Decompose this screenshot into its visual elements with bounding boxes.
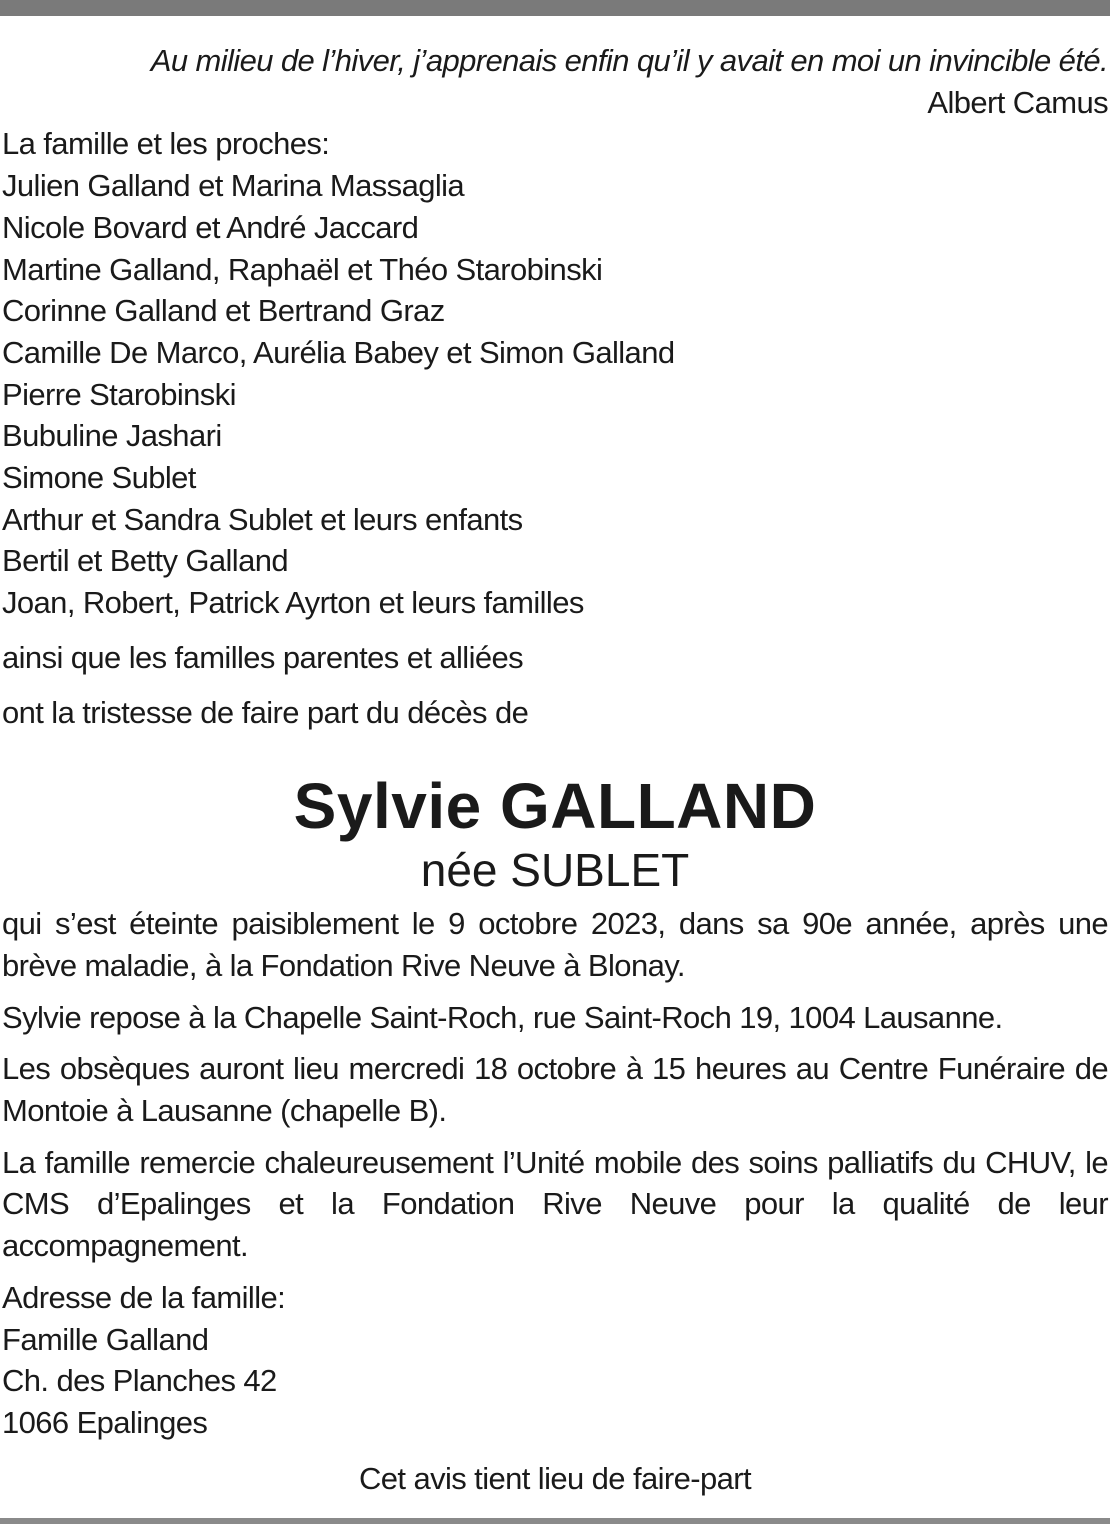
address-heading: Adresse de la famille: [2,1279,286,1315]
obituary-notice [2,40,1108,1499]
family-member: Corinne Galland et Bertrand Graz [2,293,445,329]
address-line: Ch. des Planches 42 [2,1363,277,1399]
top-rule [0,0,1110,16]
address-line: Famille Galland [2,1321,209,1357]
relatives-line: ainsi que les familles parentes et alliées [2,639,524,675]
epigraph-quote: Au milieu de l’hiver, j’apprenais enfin qu’il y avait en moi un invincible été. [150,43,1108,78]
family-heading: La famille et les proches: [2,126,330,162]
family-member: Pierre Starobinski [2,376,236,412]
address-line: 1066 Epalinges [2,1404,208,1440]
family-member: Bubuline Jashari [2,418,222,454]
family-list [2,123,1108,623]
death-details: qui s’est éteinte paisiblement le 9 octobre 2023, dans sa 90e année, après une brève maladie, à la Fondation Rive Neuve à Blonay. [2,906,1108,983]
footer-note: Cet avis tient lieu de faire-part [358,1460,751,1496]
funeral-details: Les obsèques auront lieu mercredi 18 octobre à 15 heures au Centre Funéraire de Montoie à Lausanne (chapelle B). [2,1051,1108,1129]
family-member: Julien Galland et Marina Massaglia [2,168,465,204]
repose-details: Sylvie repose à la Chapelle Saint-Roch, rue Saint-Roch 19, 1004 Lausanne. [2,999,1003,1035]
deceased-name: Sylvie GALLAND [293,770,817,843]
deceased-block [2,769,1108,897]
epigraph-author: Albert Camus [927,84,1108,120]
bottom-rule [0,1518,1110,1524]
family-member: Martine Galland, Raphaël et Théo Starobinski [2,251,603,287]
family-address [2,1277,1108,1444]
family-member: Nicole Bovard et André Jaccard [2,209,419,245]
family-member: Camille De Marco, Aurélia Babey et Simon Galland [2,334,675,370]
announcement-line: ont la tristesse de faire part du décès de [2,694,529,730]
family-member: Arthur et Sandra Sublet et leurs enfants [2,501,523,537]
thanks-paragraph: La famille remercie chaleureusement l’Unité mobile des soins palliatifs du CHUV, le CMS d’Epalinges et la Fondation Rive Neuve pour la qualité de leur accompagnement. [2,1144,1108,1264]
maiden-name: née SUBLET [420,844,690,897]
family-member: Bertil et Betty Galland [2,543,289,579]
family-member: Simone Sublet [2,460,196,496]
family-member: Joan, Robert, Patrick Ayrton et leurs familles [2,585,584,621]
